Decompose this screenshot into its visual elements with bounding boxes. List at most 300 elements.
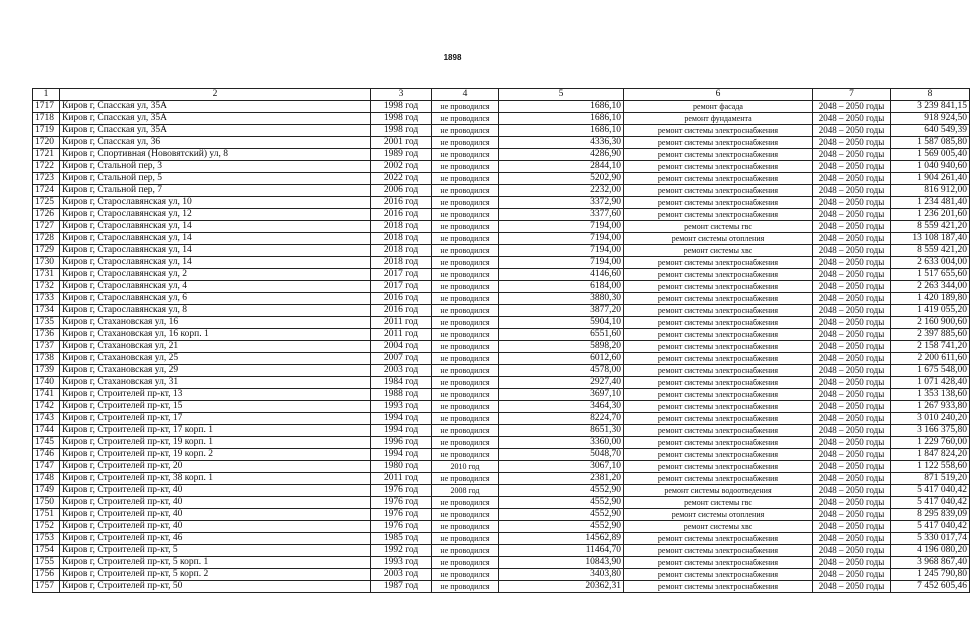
cost-cell: 2 160 900,60 xyxy=(891,317,970,329)
table-row xyxy=(33,113,970,125)
work-type-cell: ремонт системы электроснабжения xyxy=(624,449,813,461)
period-cell: 2048 – 2050 годы xyxy=(813,401,891,413)
area-cell: 6551,60 xyxy=(499,329,624,341)
row-number: 1737 xyxy=(33,341,60,353)
work-type-cell: ремонт системы электроснабжения xyxy=(624,413,813,425)
table-row xyxy=(33,473,970,485)
table-row xyxy=(33,437,970,449)
work-type-cell: ремонт системы хвс xyxy=(624,521,813,533)
area-cell: 6184,00 xyxy=(499,281,624,293)
work-type-cell: ремонт системы гвс xyxy=(624,497,813,509)
address-cell: Киров г, Строителей пр-кт, 40 xyxy=(60,521,371,533)
last-repair-cell: не проводился xyxy=(432,197,499,209)
area-cell: 3360,00 xyxy=(499,437,624,449)
build-year-cell: 2003 год xyxy=(371,569,432,581)
period-cell: 2048 – 2050 годы xyxy=(813,389,891,401)
last-repair-cell: не проводился xyxy=(432,557,499,569)
area-cell: 5904,10 xyxy=(499,317,624,329)
area-cell: 14562,89 xyxy=(499,533,624,545)
cost-cell: 5 417 040,42 xyxy=(891,497,970,509)
row-number: 1736 xyxy=(33,329,60,341)
address-cell: Киров г, Спасская ул, 35А xyxy=(60,101,371,113)
area-cell: 3372,90 xyxy=(499,197,624,209)
period-cell: 2048 – 2050 годы xyxy=(813,545,891,557)
row-number: 1748 xyxy=(33,473,60,485)
build-year-cell: 2016 год xyxy=(371,197,432,209)
build-year-cell: 2006 год xyxy=(371,185,432,197)
build-year-cell: 2016 год xyxy=(371,293,432,305)
build-year-cell: 1976 год xyxy=(371,485,432,497)
address-cell: Киров г, Стахановская ул, 25 xyxy=(60,353,371,365)
work-type-cell: ремонт системы электроснабжения xyxy=(624,317,813,329)
work-type-cell: ремонт системы электроснабжения xyxy=(624,401,813,413)
area-cell: 7194,00 xyxy=(499,257,624,269)
address-cell: Киров г, Спортивная (Нововятский) ул, 8 xyxy=(60,149,371,161)
row-number: 1734 xyxy=(33,305,60,317)
cost-cell: 8 559 421,20 xyxy=(891,245,970,257)
build-year-cell: 1994 год xyxy=(371,425,432,437)
period-cell: 2048 – 2050 годы xyxy=(813,293,891,305)
last-repair-cell: не проводился xyxy=(432,509,499,521)
address-cell: Киров г, Спасская ул, 35А xyxy=(60,125,371,137)
period-cell: 2048 – 2050 годы xyxy=(813,569,891,581)
cost-cell: 1 420 189,80 xyxy=(891,293,970,305)
area-cell: 1686,10 xyxy=(499,125,624,137)
work-type-cell: ремонт системы электроснабжения xyxy=(624,329,813,341)
address-cell: Киров г, Строителей пр-кт, 46 xyxy=(60,533,371,545)
column-header: 4 xyxy=(432,89,499,101)
last-repair-cell: не проводился xyxy=(432,317,499,329)
work-type-cell: ремонт системы электроснабжения xyxy=(624,149,813,161)
cost-cell: 3 239 841,15 xyxy=(891,101,970,113)
cost-cell: 1 236 201,60 xyxy=(891,209,970,221)
cost-cell: 2 200 611,60 xyxy=(891,353,970,365)
table-row xyxy=(33,185,970,197)
build-year-cell: 2022 год xyxy=(371,173,432,185)
work-type-cell: ремонт системы электроснабжения xyxy=(624,533,813,545)
address-cell: Киров г, Стахановская ул, 31 xyxy=(60,377,371,389)
period-cell: 2048 – 2050 годы xyxy=(813,113,891,125)
area-cell: 20362,31 xyxy=(499,581,624,593)
build-year-cell: 1996 год xyxy=(371,437,432,449)
work-type-cell: ремонт системы электроснабжения xyxy=(624,365,813,377)
column-header: 2 xyxy=(60,89,371,101)
table-row xyxy=(33,401,970,413)
table-row xyxy=(33,173,970,185)
area-cell: 2232,00 xyxy=(499,185,624,197)
period-cell: 2048 – 2050 годы xyxy=(813,413,891,425)
period-cell: 2048 – 2050 годы xyxy=(813,509,891,521)
period-cell: 2048 – 2050 годы xyxy=(813,521,891,533)
area-cell: 3403,80 xyxy=(499,569,624,581)
work-type-cell: ремонт системы отопления xyxy=(624,509,813,521)
row-number: 1719 xyxy=(33,125,60,137)
last-repair-cell: не проводился xyxy=(432,581,499,593)
table-row xyxy=(33,197,970,209)
work-type-cell: ремонт системы электроснабжения xyxy=(624,269,813,281)
work-type-cell: ремонт системы электроснабжения xyxy=(624,581,813,593)
cost-cell: 1 040 940,60 xyxy=(891,161,970,173)
last-repair-cell: не проводился xyxy=(432,149,499,161)
table-row xyxy=(33,557,970,569)
cost-cell: 1 847 824,20 xyxy=(891,449,970,461)
area-cell: 10843,90 xyxy=(499,557,624,569)
last-repair-cell: 2010 год xyxy=(432,461,499,473)
table-row xyxy=(33,149,970,161)
work-type-cell: ремонт системы электроснабжения xyxy=(624,173,813,185)
area-cell: 3067,10 xyxy=(499,461,624,473)
period-cell: 2048 – 2050 годы xyxy=(813,221,891,233)
area-cell: 5202,90 xyxy=(499,173,624,185)
row-number: 1743 xyxy=(33,413,60,425)
address-cell: Киров г, Строителей пр-кт, 19 корп. 2 xyxy=(60,449,371,461)
table-row xyxy=(33,233,970,245)
cost-cell: 2 633 004,00 xyxy=(891,257,970,269)
period-cell: 2048 – 2050 годы xyxy=(813,437,891,449)
row-number: 1739 xyxy=(33,365,60,377)
build-year-cell: 1998 год xyxy=(371,101,432,113)
period-cell: 2048 – 2050 годы xyxy=(813,353,891,365)
work-type-cell: ремонт системы электроснабжения xyxy=(624,137,813,149)
period-cell: 2048 – 2050 годы xyxy=(813,341,891,353)
address-cell: Киров г, Строителей пр-кт, 13 xyxy=(60,389,371,401)
repair-register-table xyxy=(32,88,970,593)
build-year-cell: 2011 год xyxy=(371,317,432,329)
work-type-cell: ремонт системы гвс xyxy=(624,221,813,233)
last-repair-cell: не проводился xyxy=(432,137,499,149)
work-type-cell: ремонт системы электроснабжения xyxy=(624,341,813,353)
cost-cell: 5 330 017,74 xyxy=(891,533,970,545)
address-cell: Киров г, Стальной пер, 3 xyxy=(60,161,371,173)
area-cell: 4578,00 xyxy=(499,365,624,377)
work-type-cell: ремонт фасада xyxy=(624,101,813,113)
table-row xyxy=(33,569,970,581)
period-cell: 2048 – 2050 годы xyxy=(813,485,891,497)
work-type-cell: ремонт системы электроснабжения xyxy=(624,305,813,317)
row-number: 1718 xyxy=(33,113,60,125)
cost-cell: 3 968 867,40 xyxy=(891,557,970,569)
cost-cell: 1 675 548,00 xyxy=(891,365,970,377)
cost-cell: 1 419 055,20 xyxy=(891,305,970,317)
work-type-cell: ремонт системы электроснабжения xyxy=(624,461,813,473)
row-number: 1749 xyxy=(33,485,60,497)
address-cell: Киров г, Строителей пр-кт, 17 xyxy=(60,413,371,425)
cost-cell: 1 904 261,40 xyxy=(891,173,970,185)
area-cell: 4552,90 xyxy=(499,485,624,497)
row-number: 1742 xyxy=(33,401,60,413)
period-cell: 2048 – 2050 годы xyxy=(813,245,891,257)
period-cell: 2048 – 2050 годы xyxy=(813,209,891,221)
area-cell: 4336,30 xyxy=(499,137,624,149)
period-cell: 2048 – 2050 годы xyxy=(813,173,891,185)
table-row xyxy=(33,221,970,233)
table-row xyxy=(33,353,970,365)
build-year-cell: 1980 год xyxy=(371,461,432,473)
cost-cell: 3 010 240,20 xyxy=(891,413,970,425)
area-cell: 6012,60 xyxy=(499,353,624,365)
area-cell: 8651,30 xyxy=(499,425,624,437)
address-cell: Киров г, Старославянская ул, 14 xyxy=(60,245,371,257)
address-cell: Киров г, Старославянская ул, 4 xyxy=(60,281,371,293)
period-cell: 2048 – 2050 годы xyxy=(813,377,891,389)
table-row xyxy=(33,509,970,521)
address-cell: Киров г, Строителей пр-кт, 40 xyxy=(60,509,371,521)
address-cell: Киров г, Строителей пр-кт, 38 корп. 1 xyxy=(60,473,371,485)
table-row xyxy=(33,485,970,497)
build-year-cell: 1985 год xyxy=(371,533,432,545)
last-repair-cell: не проводился xyxy=(432,425,499,437)
work-type-cell: ремонт системы хвс xyxy=(624,245,813,257)
table-row xyxy=(33,545,970,557)
work-type-cell: ремонт системы электроснабжения xyxy=(624,545,813,557)
address-cell: Киров г, Старославянская ул, 6 xyxy=(60,293,371,305)
address-cell: Киров г, Строителей пр-кт, 5 корп. 2 xyxy=(60,569,371,581)
row-number: 1726 xyxy=(33,209,60,221)
row-number: 1740 xyxy=(33,377,60,389)
table-row xyxy=(33,293,970,305)
period-cell: 2048 – 2050 годы xyxy=(813,233,891,245)
address-cell: Киров г, Строителей пр-кт, 15 xyxy=(60,401,371,413)
area-cell: 2927,40 xyxy=(499,377,624,389)
area-cell: 4552,90 xyxy=(499,521,624,533)
last-repair-cell: не проводился xyxy=(432,437,499,449)
address-cell: Киров г, Строителей пр-кт, 40 xyxy=(60,485,371,497)
period-cell: 2048 – 2050 годы xyxy=(813,137,891,149)
build-year-cell: 2007 год xyxy=(371,353,432,365)
row-number: 1753 xyxy=(33,533,60,545)
build-year-cell: 2018 год xyxy=(371,245,432,257)
table-row xyxy=(33,329,970,341)
last-repair-cell: не проводился xyxy=(432,401,499,413)
column-header: 6 xyxy=(624,89,813,101)
row-number: 1754 xyxy=(33,545,60,557)
last-repair-cell: не проводился xyxy=(432,281,499,293)
work-type-cell: ремонт системы электроснабжения xyxy=(624,185,813,197)
row-number: 1738 xyxy=(33,353,60,365)
address-cell: Киров г, Стахановская ул, 16 xyxy=(60,317,371,329)
area-cell: 5898,20 xyxy=(499,341,624,353)
cost-cell: 1 245 790,80 xyxy=(891,569,970,581)
area-cell: 2844,10 xyxy=(499,161,624,173)
period-cell: 2048 – 2050 годы xyxy=(813,269,891,281)
table-row xyxy=(33,389,970,401)
area-cell: 5048,70 xyxy=(499,449,624,461)
row-number: 1723 xyxy=(33,173,60,185)
row-number: 1746 xyxy=(33,449,60,461)
build-year-cell: 2011 год xyxy=(371,473,432,485)
period-cell: 2048 – 2050 годы xyxy=(813,317,891,329)
table-row xyxy=(33,581,970,593)
address-cell: Киров г, Старославянская ул, 2 xyxy=(60,269,371,281)
last-repair-cell: не проводился xyxy=(432,245,499,257)
last-repair-cell: 2008 год xyxy=(432,485,499,497)
cost-cell: 871 519,20 xyxy=(891,473,970,485)
build-year-cell: 2016 год xyxy=(371,305,432,317)
address-cell: Киров г, Строителей пр-кт, 20 xyxy=(60,461,371,473)
cost-cell: 816 912,00 xyxy=(891,185,970,197)
period-cell: 2048 – 2050 годы xyxy=(813,197,891,209)
work-type-cell: ремонт системы электроснабжения xyxy=(624,257,813,269)
work-type-cell: ремонт системы электроснабжения xyxy=(624,557,813,569)
column-header: 3 xyxy=(371,89,432,101)
address-cell: Киров г, Стахановская ул, 21 xyxy=(60,341,371,353)
last-repair-cell: не проводился xyxy=(432,257,499,269)
cost-cell: 4 196 080,20 xyxy=(891,545,970,557)
area-cell: 2381,20 xyxy=(499,473,624,485)
header-row xyxy=(33,89,970,101)
table-row xyxy=(33,497,970,509)
period-cell: 2048 – 2050 годы xyxy=(813,557,891,569)
row-number: 1730 xyxy=(33,257,60,269)
build-year-cell: 1976 год xyxy=(371,521,432,533)
cost-cell: 5 417 040,42 xyxy=(891,485,970,497)
table-row xyxy=(33,137,970,149)
build-year-cell: 1987 год xyxy=(371,581,432,593)
address-cell: Киров г, Спасская ул, 35А xyxy=(60,113,371,125)
page-number: 1898 xyxy=(443,53,462,62)
period-cell: 2048 – 2050 годы xyxy=(813,125,891,137)
build-year-cell: 2018 год xyxy=(371,221,432,233)
period-cell: 2048 – 2050 годы xyxy=(813,533,891,545)
build-year-cell: 1998 год xyxy=(371,113,432,125)
row-number: 1720 xyxy=(33,137,60,149)
address-cell: Киров г, Старославянская ул, 14 xyxy=(60,257,371,269)
cost-cell: 7 452 605,46 xyxy=(891,581,970,593)
period-cell: 2048 – 2050 годы xyxy=(813,425,891,437)
last-repair-cell: не проводился xyxy=(432,233,499,245)
last-repair-cell: не проводился xyxy=(432,365,499,377)
period-cell: 2048 – 2050 годы xyxy=(813,185,891,197)
last-repair-cell: не проводился xyxy=(432,341,499,353)
cost-cell: 1 267 933,80 xyxy=(891,401,970,413)
build-year-cell: 1993 год xyxy=(371,401,432,413)
table-row xyxy=(33,365,970,377)
row-number: 1755 xyxy=(33,557,60,569)
last-repair-cell: не проводился xyxy=(432,173,499,185)
build-year-cell: 1993 год xyxy=(371,557,432,569)
area-cell: 4552,90 xyxy=(499,497,624,509)
row-number: 1721 xyxy=(33,149,60,161)
period-cell: 2048 – 2050 годы xyxy=(813,329,891,341)
table-row xyxy=(33,377,970,389)
cost-cell: 13 108 187,40 xyxy=(891,233,970,245)
period-cell: 2048 – 2050 годы xyxy=(813,449,891,461)
last-repair-cell: не проводился xyxy=(432,185,499,197)
work-type-cell: ремонт системы электроснабжения xyxy=(624,377,813,389)
period-cell: 2048 – 2050 годы xyxy=(813,581,891,593)
row-number: 1729 xyxy=(33,245,60,257)
address-cell: Киров г, Стахановская ул, 29 xyxy=(60,365,371,377)
last-repair-cell: не проводился xyxy=(432,497,499,509)
period-cell: 2048 – 2050 годы xyxy=(813,365,891,377)
area-cell: 3377,60 xyxy=(499,209,624,221)
table-row xyxy=(33,101,970,113)
row-number: 1745 xyxy=(33,437,60,449)
column-header: 1 xyxy=(33,89,60,101)
period-cell: 2048 – 2050 годы xyxy=(813,473,891,485)
cost-cell: 8 559 421,20 xyxy=(891,221,970,233)
address-cell: Киров г, Стальной пер, 5 xyxy=(60,173,371,185)
build-year-cell: 2018 год xyxy=(371,257,432,269)
area-cell: 8224,70 xyxy=(499,413,624,425)
period-cell: 2048 – 2050 годы xyxy=(813,461,891,473)
build-year-cell: 1998 год xyxy=(371,125,432,137)
last-repair-cell: не проводился xyxy=(432,221,499,233)
area-cell: 11464,70 xyxy=(499,545,624,557)
address-cell: Киров г, Старославянская ул, 10 xyxy=(60,197,371,209)
cost-cell: 3 166 375,80 xyxy=(891,425,970,437)
table-row xyxy=(33,449,970,461)
area-cell: 4146,60 xyxy=(499,269,624,281)
last-repair-cell: не проводился xyxy=(432,521,499,533)
row-number: 1752 xyxy=(33,521,60,533)
period-cell: 2048 – 2050 годы xyxy=(813,281,891,293)
address-cell: Киров г, Старославянская ул, 12 xyxy=(60,209,371,221)
work-type-cell: ремонт системы электроснабжения xyxy=(624,281,813,293)
last-repair-cell: не проводился xyxy=(432,389,499,401)
build-year-cell: 2001 год xyxy=(371,137,432,149)
row-number: 1751 xyxy=(33,509,60,521)
table-row xyxy=(33,245,970,257)
cost-cell: 1 587 085,80 xyxy=(891,137,970,149)
period-cell: 2048 – 2050 годы xyxy=(813,257,891,269)
last-repair-cell: не проводился xyxy=(432,473,499,485)
address-cell: Киров г, Строителей пр-кт, 40 xyxy=(60,497,371,509)
build-year-cell: 1984 год xyxy=(371,377,432,389)
cost-cell: 1 122 558,60 xyxy=(891,461,970,473)
cost-cell: 2 158 741,20 xyxy=(891,341,970,353)
period-cell: 2048 – 2050 годы xyxy=(813,101,891,113)
last-repair-cell: не проводился xyxy=(432,533,499,545)
build-year-cell: 2004 год xyxy=(371,341,432,353)
address-cell: Киров г, Старославянская ул, 8 xyxy=(60,305,371,317)
last-repair-cell: не проводился xyxy=(432,305,499,317)
last-repair-cell: не проводился xyxy=(432,209,499,221)
table-row xyxy=(33,533,970,545)
row-number: 1732 xyxy=(33,281,60,293)
address-cell: Киров г, Строителей пр-кт, 17 корп. 1 xyxy=(60,425,371,437)
cost-cell: 1 569 005,40 xyxy=(891,149,970,161)
period-cell: 2048 – 2050 годы xyxy=(813,149,891,161)
row-number: 1735 xyxy=(33,317,60,329)
row-number: 1757 xyxy=(33,581,60,593)
last-repair-cell: не проводился xyxy=(432,413,499,425)
cost-cell: 1 229 760,00 xyxy=(891,437,970,449)
address-cell: Киров г, Спасская ул, 36 xyxy=(60,137,371,149)
build-year-cell: 2018 год xyxy=(371,233,432,245)
build-year-cell: 1989 год xyxy=(371,149,432,161)
cost-cell: 1 353 138,60 xyxy=(891,389,970,401)
area-cell: 1686,10 xyxy=(499,113,624,125)
work-type-cell: ремонт системы электроснабжения xyxy=(624,293,813,305)
table-row xyxy=(33,461,970,473)
row-number: 1724 xyxy=(33,185,60,197)
address-cell: Киров г, Строителей пр-кт, 5 xyxy=(60,545,371,557)
period-cell: 2048 – 2050 годы xyxy=(813,305,891,317)
cost-cell: 8 295 839,09 xyxy=(891,509,970,521)
row-number: 1727 xyxy=(33,221,60,233)
table-row xyxy=(33,209,970,221)
row-number: 1756 xyxy=(33,569,60,581)
row-number: 1747 xyxy=(33,461,60,473)
table-row xyxy=(33,161,970,173)
cost-cell: 2 397 885,60 xyxy=(891,329,970,341)
table-row xyxy=(33,269,970,281)
row-number: 1741 xyxy=(33,389,60,401)
work-type-cell: ремонт системы электроснабжения xyxy=(624,209,813,221)
cost-cell: 1 517 655,60 xyxy=(891,269,970,281)
last-repair-cell: не проводился xyxy=(432,545,499,557)
